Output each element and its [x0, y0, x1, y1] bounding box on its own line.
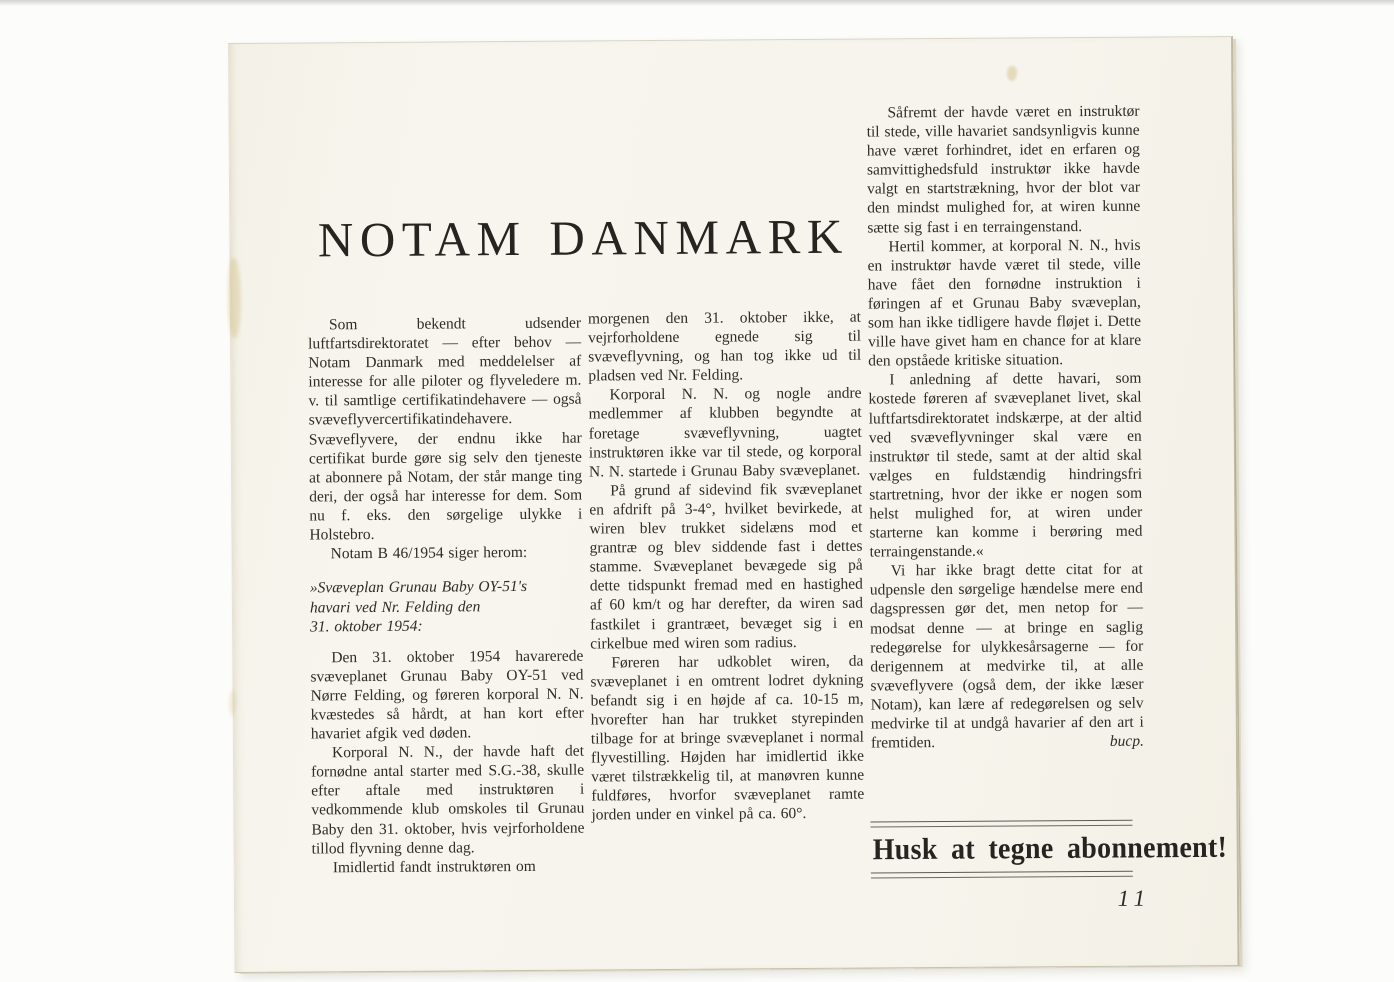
text-column-3 [866, 102, 1144, 753]
paper-sheet [228, 36, 1239, 973]
paragraph: Hertil kommer, at korporal N. N., hvis en instruktør havde været til stede, ville have fået den fornødne instruktion i føringen af et Grunau Baby svæveplan, som han ikke tidligere havde fløjet i. Dette ville have givet ham en chance for at klare den opståede kritiske situation. [867, 236, 1142, 370]
quote-heading-line: »Svæveplan Grunau Baby OY-51's [309, 578, 528, 597]
scanner-shadow-strip [0, 0, 1394, 6]
quote-heading [310, 577, 583, 637]
paragraph: Korporal N. N. og nogle andre medlemmer af klubben begyndte at foretage svæveflyvning, uagtet instruktøren ikke var til stede, og korporal N. N. startede i Grunau Baby svæveplanet. [588, 384, 862, 481]
paragraph-text: Vi har ikke bragt dette citat for at udpensle den sørgelige hændelse mere end dagspressen gør det, men netop for — modsat denne — at bringe en saglig redegørelse for ulykkesårsagerne — for derigennem at medvirke til, at alle svæveflyvere (også dem, der ikke læser Notam), kan lære af redegørelsen og selv medvirke til at undgå havarier af den art i fremtiden. [869, 560, 1144, 752]
paragraph: Som bekendt udsender luftfartsdirektoratet — efter behov — Notam Danmark med meddelelser af interesse for alle piloter og flyveledere m. v. til samtlige certifikatindehavere — også svæveflyvercertifikatindehavere. Svæveflyvere, der endnu ikke har certifikat burde gøre sig selv den tjeneste at abonnere på Notam, der står mange ting deri, der også har interesse for dem. Som nu f. eks. den sørgelige ulykke i Holstebro. [308, 314, 583, 544]
quote-heading-line: 31. oktober 1954: [310, 617, 423, 636]
author-signature: bucp. [1109, 732, 1144, 750]
text-column-1 [308, 314, 585, 878]
page-number: 11 [1117, 885, 1152, 911]
article-title: NOTAM DANMARK [317, 208, 850, 268]
text-column-2 [588, 308, 865, 825]
paragraph [870, 560, 1144, 753]
paragraph: morgenen den 31. oktober ikke, at vejrforholdene egnede sig til svæveflyvning, og han tog ikke ud til pladsen ved Nr. Felding. [587, 308, 862, 385]
paragraph: I anledning af dette havari, som kostede føreren af svæveplanet livet, skal luftfartsdirektoratet indskærpe, at der altid ved svæveflyvninger skal være en instruktør til stede, samt at der altid skal vælges en fuldstændig hindringsfri startretning, hvor der ikke er nogen som helst mulighed for, at wiren under starterne kan komme i berøring med terraingenstande.« [868, 369, 1143, 561]
paragraph: Korporal N. N., der havde haft det fornødne antal starter med S.G.-38, skulle efter aftale med instruktøren i vedkommende klub omskoles til Grunau Baby den 31. oktober, hvis vejrforholdene tillod flyvning denne dag. [311, 742, 585, 858]
paragraph: Notam B 46/1954 siger herom: [330, 544, 528, 563]
subscribe-banner [870, 820, 1228, 879]
quote-heading-line: havari ved Nr. Felding den [309, 597, 481, 617]
paragraph: Føreren har udkoblet wiren, da svæveplanet i en omtrent lodret dykning befandt sig i en højde af ca. 10-15 m, hvorefter han har trukket styrepinden tilbage for at bringe svæveplanet i normal flyvestilling. Højden har imidlertid ikke været tilstrækkelig til, at manøvren kunne fuldføres, hvorfor svæveplanet ramte jorden under en vinkel på ca. 60°. [590, 652, 865, 824]
paragraph: Den 31. oktober 1954 havarerede svæveplanet Grunau Baby OY-51 ved Nørre Felding, og føreren korporal N. N. kvæstedes så hårdt, at han kort efter havariet afgik ved døden. [310, 647, 584, 743]
paragraph: På grund af sidevind fik svæveplanet en afdrift på 3-4°, hvilket bevirkede, at wiren blev trukket sidelæns mod et grantræ og blev siddende fast i dettes stamme. Svæveplanet bevægede sig på dette tidspunkt fremad med en hastighed af 60 km/t og har derefter, da wiren sad fastkilet i grantræet, bevæget sig i en cirkelbue med wiren som radius. [589, 480, 864, 653]
subscribe-banner-text: Husk at tegne abonnement! [872, 830, 1228, 867]
paragraph: Såfremt der havde været en instruktør til stede, ville havariet sandsynligvis kunne have været forhindret, idet en erfaren og samvittighedsfuld instruktør ikke havde valgt en startstrækning, hvor der blot var den mindst mulighed for, at wiren kunne sætte sig fast i en terraingenstand. [866, 102, 1141, 237]
paragraph: Imidlertid fandt instruktøren om [332, 857, 536, 877]
